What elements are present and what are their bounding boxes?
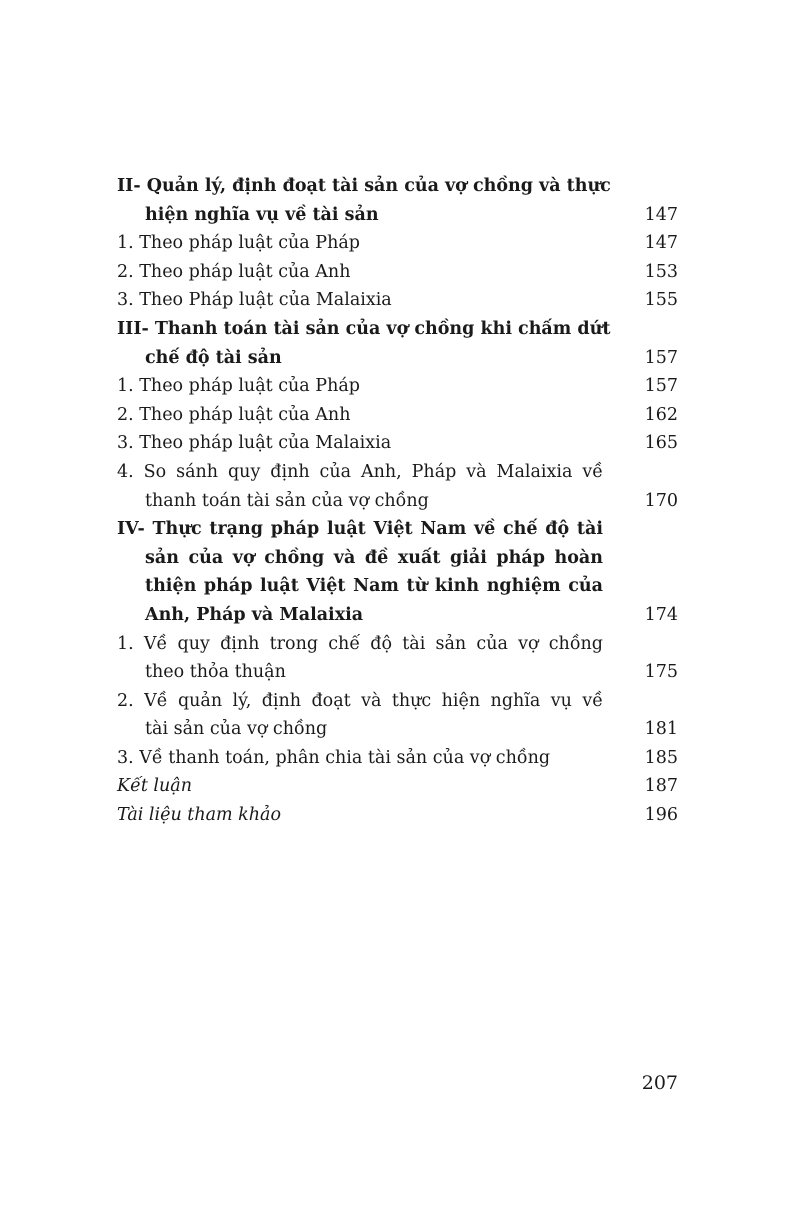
toc-entry — [117, 458, 678, 515]
toc-entry-title-line: tài sản của vợ chồng — [145, 719, 328, 740]
toc-entry-page-number: 147 — [644, 204, 678, 225]
toc-entry-page-number: 174 — [644, 604, 678, 625]
toc-entry-page-number: 165 — [644, 433, 678, 454]
toc-entry-title-line: thiện pháp luật Việt Nam từ kinh nghiệm của — [145, 576, 603, 597]
toc-entry-page-number: 157 — [644, 347, 678, 368]
toc-entry-page-number: 175 — [644, 662, 678, 683]
toc-entry-page-number: 196 — [644, 805, 678, 826]
toc-entry-title-line: III- Thanh toán tài sản của vợ chồng khi chấm dứt — [117, 318, 611, 339]
toc-entry — [117, 744, 678, 773]
toc-entry-title-line: thanh toán tài sản của vợ chồng — [145, 490, 429, 511]
toc-entry-title-line: theo thỏa thuận — [145, 662, 286, 683]
toc-entry — [117, 772, 678, 801]
toc-entry-title-line: sản của vợ chồng và đề xuất giải pháp hoàn — [145, 547, 603, 568]
toc-entry-title-line: 3. Về thanh toán, phân chia tài sản của vợ chồng — [117, 747, 551, 768]
toc-entry-title-line: 4. So sánh quy định của Anh, Pháp và Malaixia về — [117, 461, 603, 482]
toc-entry-page-number: 170 — [644, 490, 678, 511]
toc-entry-page-number: 181 — [644, 719, 678, 740]
toc-entry — [117, 630, 678, 687]
toc-section-entry — [117, 515, 678, 629]
toc-entry — [117, 401, 678, 430]
toc-entry — [117, 429, 678, 458]
page-number: 207 — [641, 1072, 678, 1094]
toc-entry-title-line: 3. Theo pháp luật của Malaixia — [117, 433, 392, 454]
toc-section-entry — [117, 172, 678, 229]
toc-entry-title-line: 1. Về quy định trong chế độ tài sản của vợ chồng — [117, 633, 603, 654]
toc-entry — [117, 229, 678, 258]
toc-entry-title-line: Tài liệu tham khảo — [117, 805, 282, 826]
toc-entry-title-line: 3. Theo Pháp luật của Malaixia — [117, 290, 392, 311]
toc-entry-page-number: 185 — [644, 747, 678, 768]
toc-entry-title-line: Kết luận — [117, 776, 193, 797]
toc-entry-page-number: 162 — [644, 404, 678, 425]
toc-entry — [117, 372, 678, 401]
toc-section-entry — [117, 315, 678, 372]
toc-entry-page-number: 147 — [644, 233, 678, 254]
toc-entry — [117, 687, 678, 744]
toc-entry-title-line: hiện nghĩa vụ về tài sản — [145, 204, 379, 225]
toc-entry-title-line: 2. Theo pháp luật của Anh — [117, 261, 351, 282]
toc-entry-title-line: IV- Thực trạng pháp luật Việt Nam về chế độ tài — [117, 519, 603, 540]
toc-entry-page-number: 155 — [644, 290, 678, 311]
toc-entry-page-number: 157 — [644, 376, 678, 397]
table-of-contents — [117, 172, 678, 830]
toc-entry — [117, 258, 678, 287]
toc-entry-title-line: chế độ tài sản — [145, 347, 282, 368]
toc-entry-title-line: II- Quản lý, định đoạt tài sản của vợ chồng và thực — [117, 176, 611, 196]
toc-entry-page-number: 187 — [644, 776, 678, 797]
toc-entry-title-line: Anh, Pháp và Malaixia — [145, 604, 364, 625]
toc-entry — [117, 801, 678, 830]
toc-entry — [117, 286, 678, 315]
toc-entry-title-line: 1. Theo pháp luật của Pháp — [117, 376, 360, 397]
toc-entry-title-line: 2. Theo pháp luật của Anh — [117, 404, 351, 425]
toc-entry-title-line: 1. Theo pháp luật của Pháp — [117, 233, 360, 254]
toc-entry-page-number: 153 — [644, 261, 678, 282]
toc-entry-title-line: 2. Về quản lý, định đoạt và thực hiện nghĩa vụ về — [117, 690, 603, 711]
